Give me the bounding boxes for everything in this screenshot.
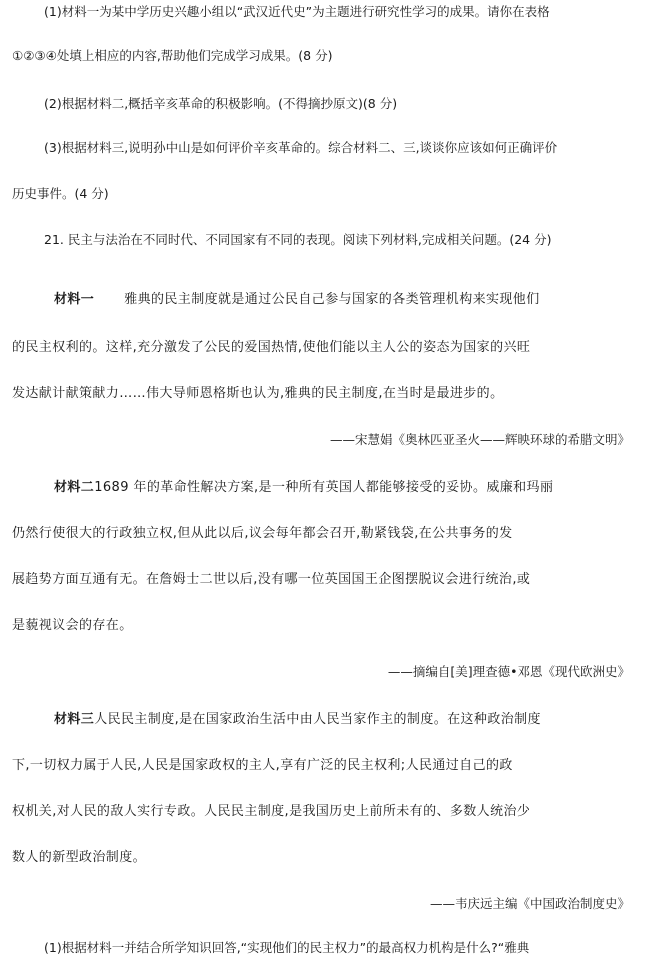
material-2-line-2: 仍然行使很大的行政独立权,但从此以后,议会每年都会召开,勒紧钱袋,在公共事务的发 [12,526,513,541]
question-21-heading: 21. 民主与法治在不同时代、不同国家有不同的表现。阅读下列材料,完成相关问题。(24 分) [44,232,552,247]
material-2-line-1 [54,480,633,496]
question-2: (2)根据材料二,概括辛亥革命的积极影响。(不得摘抄原文)(8 分) [44,96,398,111]
question-1-line-1: (1)材料一为某中学历史兴趣小组以“武汉近代史”为主题进行研究性学习的成果。请你在表格 [44,4,550,19]
question-3-line-2: 历史事件。(4 分) [12,186,109,201]
material-1-line-3: 发达献计献策献力……伟大导师恩格斯也认为,雅典的民主制度,在当时是最进步的。 [12,386,504,401]
material-3-source: ——韦庆远主编《中国政治制度史》 [429,896,630,911]
material-3-line-2: 下,一切权力属于人民,人民是国家政权的主人,享有广泛的民主权利;人民通过自己的政 [12,758,513,773]
material-1-text: 雅典的民主制度就是通过公民自己参与国家的各类管理机构来实现他们 [124,292,540,307]
question-1-line-2: ①②③④处填上相应的内容,帮助他们完成学习成果。(8 分) [12,48,333,63]
material-1-source: ——宋慧娟《奥林匹亚圣火——辉映环球的希腊文明》 [329,432,630,447]
material-1-label: 材料一 [54,292,95,307]
material-2-source: ——摘编自[美]理查德•邓恩《现代欧洲史》 [387,664,630,679]
material-2-text: 1689 年的革命性解决方案,是一种所有英国人都能够接受的妥协。威廉和玛丽 [94,480,554,495]
material-3-text: 人民民主制度,是在国家政治生活中由人民当家作主的制度。在这种政治制度 [94,712,541,727]
material-3-line-4: 数人的新型政治制度。 [12,850,147,865]
material-3-line-1 [54,712,633,728]
material-1-line-2: 的民主权利的。这样,充分激发了公民的爱国热情,使他们能以主人公的姿态为国家的兴旺 [12,340,531,355]
material-3-label: 材料三 [54,712,95,727]
question-21-1: (1)根据材料一并结合所学知识回答,“实现他们的民主权力”的最高权力机构是什么?“雅典 [44,940,530,955]
question-3-line-1: (3)根据材料三,说明孙中山是如何评价辛亥革命的。综合材料二、三,谈谈你应该如何正确评价 [44,140,558,155]
material-2-label: 材料二 [54,480,95,495]
material-3-line-3: 权机关,对人民的敌人实行专政。人民民主制度,是我国历史上前所未有的、多数人统治少 [12,804,531,819]
material-2-line-3: 展趋势方面互通有无。在詹姆士二世以后,没有哪一位英国国王企图摆脱议会进行统治,或 [12,572,531,587]
material-2-line-4: 是藐视议会的存在。 [12,618,133,633]
material-1-line-1 [54,292,633,308]
